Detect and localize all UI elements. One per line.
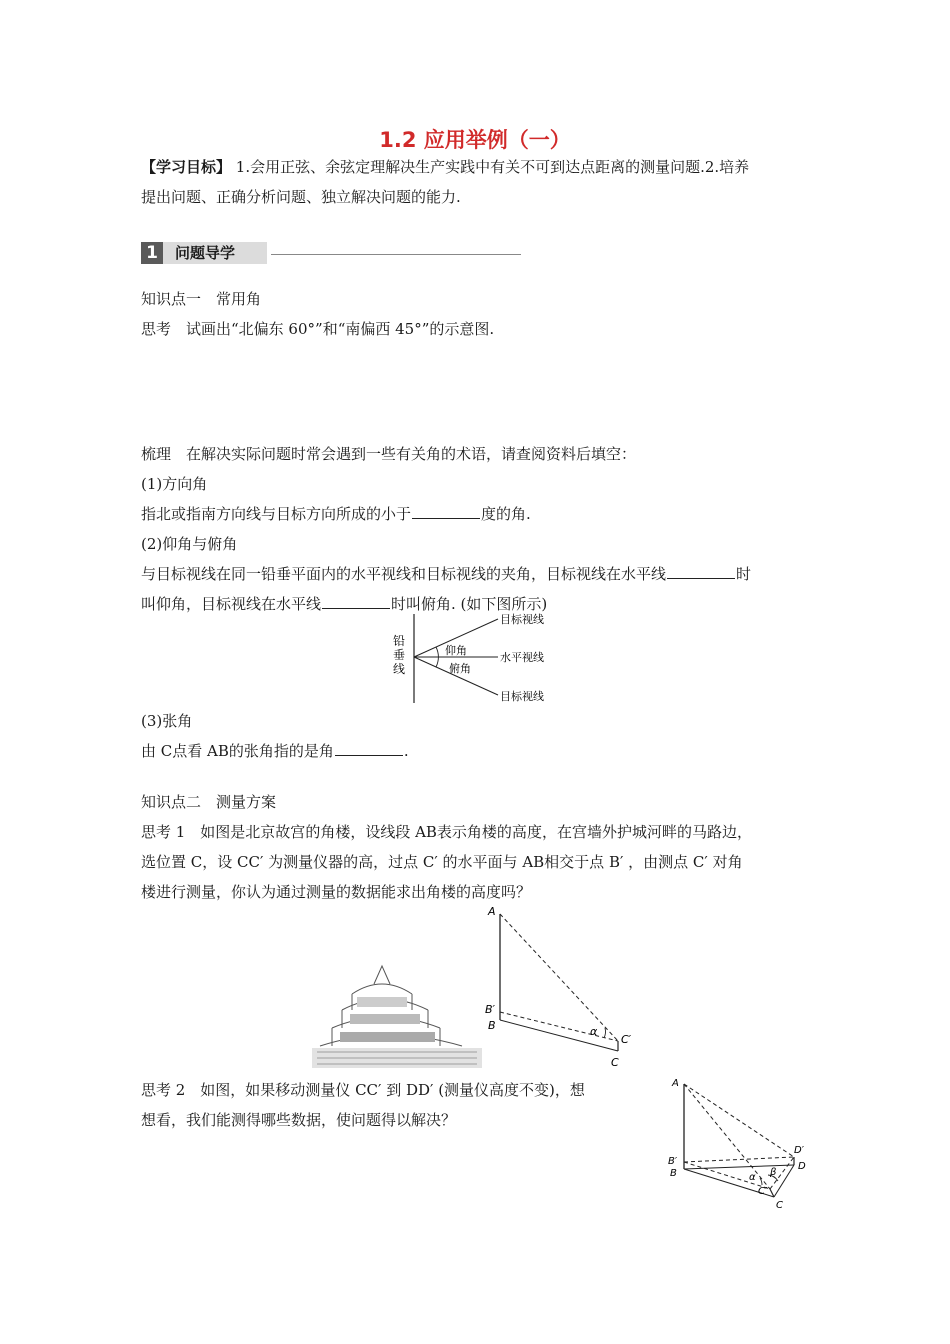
label-beta: β (770, 1167, 777, 1178)
item1-text (141, 499, 831, 529)
item2-line1 (141, 559, 831, 589)
objectives-text-line2: 提出问题、正确分析问题、独立解决问题的能力. (141, 188, 461, 206)
elevation-label: 仰角 (445, 644, 467, 657)
horizontal-line-BD (684, 1157, 794, 1162)
depression-label: 俯角 (449, 662, 471, 675)
label-D-prime: D′ (794, 1145, 804, 1156)
measurement-figure-2 (664, 1072, 824, 1212)
blank-1[interactable] (412, 517, 480, 519)
item2-line1-b: 时 (736, 565, 752, 583)
label-alpha: α (590, 1025, 598, 1038)
item3-text-b: . (403, 742, 409, 760)
label-C: C (776, 1200, 783, 1211)
target-bottom-label: 目标视线 (500, 690, 544, 703)
sight-line-AC (500, 914, 618, 1041)
horizontal-line-BC (500, 1012, 618, 1041)
section-divider (271, 254, 521, 255)
knowledge-point-2 (141, 787, 831, 907)
alpha-arc (604, 1028, 605, 1038)
item3-text-a: 由 C点看 AB的张角指的是角 (141, 742, 334, 760)
item1-text-b: 度的角. (481, 505, 531, 523)
label-B: B (488, 1019, 496, 1032)
item2-title: (2)仰角与俯角 (141, 535, 238, 553)
item3 (141, 706, 821, 766)
think1-line3: 楼进行测量，你认为通过测量的数据能求出角楼的高度吗？ (141, 883, 532, 901)
think2-line1: 思考 2 如图，如果移动测量仪 CC′ 到 DD′ (测量仪高度不变)，想 (141, 1081, 585, 1099)
sort-intro: 梳理 在解决实际问题时常会遇到一些有关角的术语，请查阅资料后填空： (141, 445, 637, 463)
vertical-label-3: 线 (393, 662, 406, 676)
label-B-prime: B′ (668, 1156, 678, 1167)
objectives-text-line1: 1.会用正弦、余弦定理解决生产实践中有关不可到达点距离的测量问题.2.培养 (231, 158, 750, 176)
label-B: B (670, 1168, 677, 1179)
blank-2[interactable] (667, 577, 735, 579)
vertical-label-2: 垂 (393, 648, 406, 662)
page-title: 1.2 应用举例（一） (379, 128, 571, 152)
objectives-label: 【学习目标】 (141, 158, 232, 176)
label-A: A (672, 1078, 679, 1089)
item1-text-a: 指北或指南方向线与目标方向所成的小于 (141, 505, 412, 523)
measurement-figure-1 (482, 902, 642, 1072)
section-number: 1 (141, 242, 163, 264)
think2 (141, 1075, 661, 1135)
item2-line2-a: 叫仰角，目标视线在水平线 (141, 595, 322, 613)
section-header (141, 242, 521, 266)
label-D: D (798, 1161, 806, 1172)
learning-objectives (141, 152, 821, 212)
item2-line2-b: 时叫俯角. (如下图所示) (391, 595, 548, 613)
blank-4[interactable] (335, 754, 403, 756)
think1-line1: 思考 1 如图是北京故宫的角楼，设线段 AB表示角楼的高度，在宫墙外护城河畔的马路边， (141, 823, 752, 841)
label-C-prime: C′ (621, 1033, 632, 1046)
section-title: 问题导学 (163, 242, 267, 264)
label-C: C (611, 1056, 619, 1069)
label-B-prime: B′ (485, 1003, 496, 1016)
angles-figure (393, 609, 563, 709)
kp2-heading: 知识点二 测量方案 (141, 793, 277, 811)
item3-title: (3)张角 (141, 712, 193, 730)
corner-tower-illustration (312, 962, 487, 1070)
vertical-label-1: 铅 (393, 634, 406, 648)
item3-text (141, 736, 821, 766)
target-top-label: 目标视线 (500, 613, 544, 626)
horizontal-label: 水平视线 (500, 651, 544, 664)
think1-line2: 选位置 C，设 CC′ 为测量仪器的高，过点 C′ 的水平面与 AB相交于点 B′ ，由测点 C′ 对角 (141, 853, 743, 871)
kp1-heading: 知识点一 常用角 (141, 290, 262, 308)
blank-3[interactable] (322, 607, 390, 609)
label-C-prime: C′ (758, 1186, 768, 1197)
kp1-sort (141, 439, 831, 619)
knowledge-point-1 (141, 284, 821, 344)
label-alpha: α (749, 1172, 756, 1183)
item1-title: (1)方向角 (141, 475, 208, 493)
label-A: A (488, 905, 496, 918)
kp1-think: 思考 试画出“北偏东 60°”和“南偏西 45°”的示意图. (141, 320, 495, 338)
ground-line-BC (500, 1020, 618, 1051)
think2-line2: 想看，我们能测得哪些数据，使问题得以解决？ (141, 1111, 457, 1129)
sight-line-AD (684, 1084, 794, 1157)
item2-line1-a: 与目标视线在同一铅垂平面内的水平视线和目标视线的夹角，目标视线在水平线 (141, 565, 667, 583)
